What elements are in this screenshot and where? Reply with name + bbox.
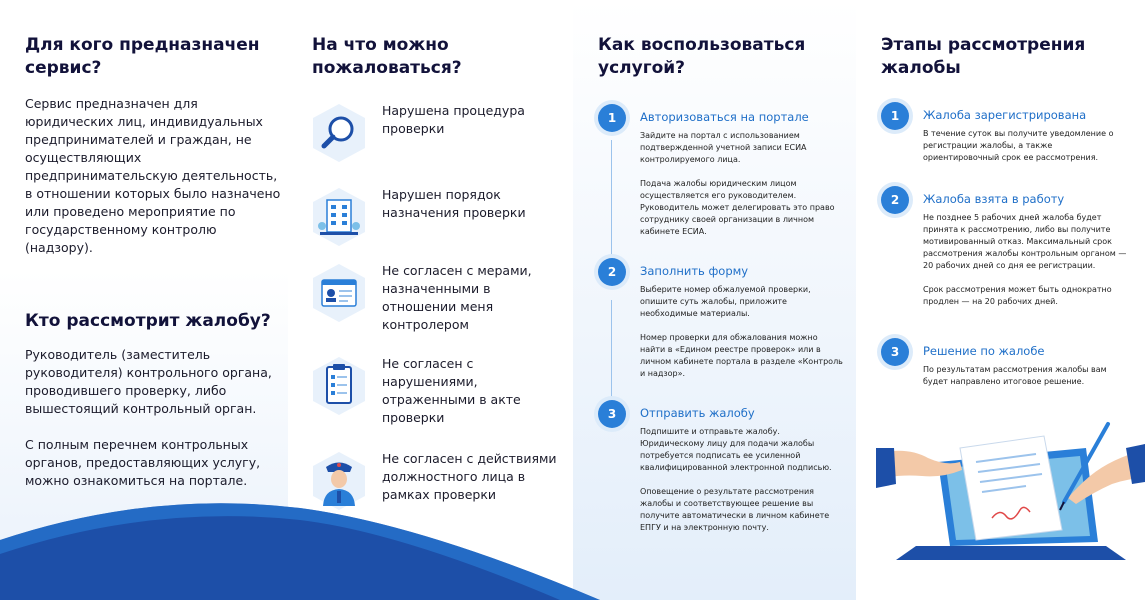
step-title: Отправить жалобу bbox=[640, 406, 755, 420]
step-text: По результатам рассмотрения жалобы вам будет направлено итоговое решение. bbox=[923, 365, 1107, 386]
reason-text: Нарушена процедура проверки bbox=[382, 103, 525, 136]
who-reviews-text: Руководитель (заместитель руководителя) контрольного органа, проводившего проверку, либо вышестоящий контрольный орган. bbox=[25, 347, 272, 416]
step-text: Оповещение о результате рассмотрения жалобы и соответствующее решение вы получите автоматически в личном кабинете ЕПГУ и на электронную почту. bbox=[640, 487, 830, 532]
section-title-who-reviews: Кто рассмотрит жалобу? bbox=[25, 311, 271, 331]
laptop-signing-illustration bbox=[876, 418, 1145, 568]
step-title: Жалоба зарегистрирована bbox=[923, 108, 1087, 122]
magnifier-icon bbox=[310, 102, 368, 164]
reason-item bbox=[310, 186, 570, 256]
timeline-line bbox=[611, 300, 612, 400]
step-text: В течение суток вы получите уведомление о регистрации жалобы, а также ориентировочный срок ее рассмотрения. bbox=[923, 129, 1114, 162]
step-number: 2 bbox=[598, 258, 626, 286]
step-number: 3 bbox=[881, 338, 909, 366]
decorative-wave bbox=[0, 480, 600, 600]
step-number: 1 bbox=[598, 104, 626, 132]
building-icon bbox=[310, 186, 368, 248]
section-title-stages: Этапы рассмотрения жалобы bbox=[881, 35, 1086, 78]
reason-item bbox=[310, 355, 570, 425]
step-text: Не позднее 5 рабочих дней жалоба будет принята к рассмотрению, либо вы получите мотивированный отказ. Максимальный срок рассмотрения жалобы контрольным органом — 20 рабочих дней со дня ее регистрации. bbox=[923, 213, 1127, 270]
reason-item bbox=[310, 262, 570, 332]
step-text: Срок рассмотрения может быть однократно продлен — на 20 рабочих дней. bbox=[923, 285, 1112, 306]
step-title: Заполнить форму bbox=[640, 264, 749, 278]
step-body bbox=[640, 284, 845, 380]
reason-text: Не согласен с нарушениями, отраженными в акте проверки bbox=[382, 356, 521, 425]
step-title: Решение по жалобе bbox=[923, 344, 1045, 358]
step-body bbox=[923, 212, 1128, 308]
who-for-text: Сервис предназначен для юридических лиц, индивидуальных предпринимателей и граждан, не осуществляющих предпринимательскую деятельность, в отношении которых было назначено или проведено мероприятие по государственному контролю (надзору). bbox=[25, 96, 281, 255]
step-number: 2 bbox=[881, 186, 909, 214]
step-number: 1 bbox=[881, 102, 909, 130]
column-review-stages bbox=[856, 0, 1145, 600]
step-title: Авторизоваться на портале bbox=[640, 110, 809, 124]
step-text: Зайдите на портал с использованием подтвержденной учетной записи ЕСИА контролируемого лица. bbox=[640, 131, 807, 164]
section-title-reasons: На что можно пожаловаться? bbox=[312, 35, 462, 78]
reason-text: Не согласен с мерами, назначенными в отношении меня контролером bbox=[382, 263, 532, 332]
step-body bbox=[640, 426, 845, 534]
profile-card-icon bbox=[310, 262, 368, 324]
clipboard-icon bbox=[310, 355, 368, 417]
step-number: 3 bbox=[598, 400, 626, 428]
step-text: Выберите номер обжалуемой проверки, опишите суть жалобы, приложите необходимые материалы. bbox=[640, 285, 811, 318]
step-text: Подпишите и отправьте жалобу. Юридическому лицу для подачи жалобы потребуется подписать ее усиленной квалифицированной электронной подписью. bbox=[640, 427, 832, 472]
reason-text: Нарушен порядок назначения проверки bbox=[382, 187, 526, 220]
column-how-to-use bbox=[573, 0, 856, 600]
step-title: Жалоба взята в работу bbox=[923, 192, 1065, 206]
step-text: Подача жалобы юридическим лицом осуществляется его руководителем. Руководитель может делегировать это право сотруднику своей организации в личном кабинете ЕСИА. bbox=[640, 179, 835, 236]
timeline-line bbox=[611, 140, 612, 258]
step-body bbox=[923, 364, 1128, 388]
section-title-who-for: Для кого предназначен сервис? bbox=[25, 35, 260, 78]
portal-note-text: С полным перечнем контрольных органов, предоставляющих услугу, можно ознакомиться на портале. bbox=[25, 437, 261, 488]
section-title-how-to: Как воспользоваться услугой? bbox=[598, 35, 806, 78]
reason-item bbox=[310, 102, 570, 172]
reason-text: Не согласен с действиями должностного лица в рамках проверки bbox=[382, 451, 557, 502]
step-body bbox=[923, 128, 1128, 164]
step-body bbox=[640, 130, 845, 238]
step-text: Номер проверки для обжалования можно найти в «Едином реестре проверок» или в личном кабинете портала в разделе «Контроль и надзор». bbox=[640, 333, 843, 378]
